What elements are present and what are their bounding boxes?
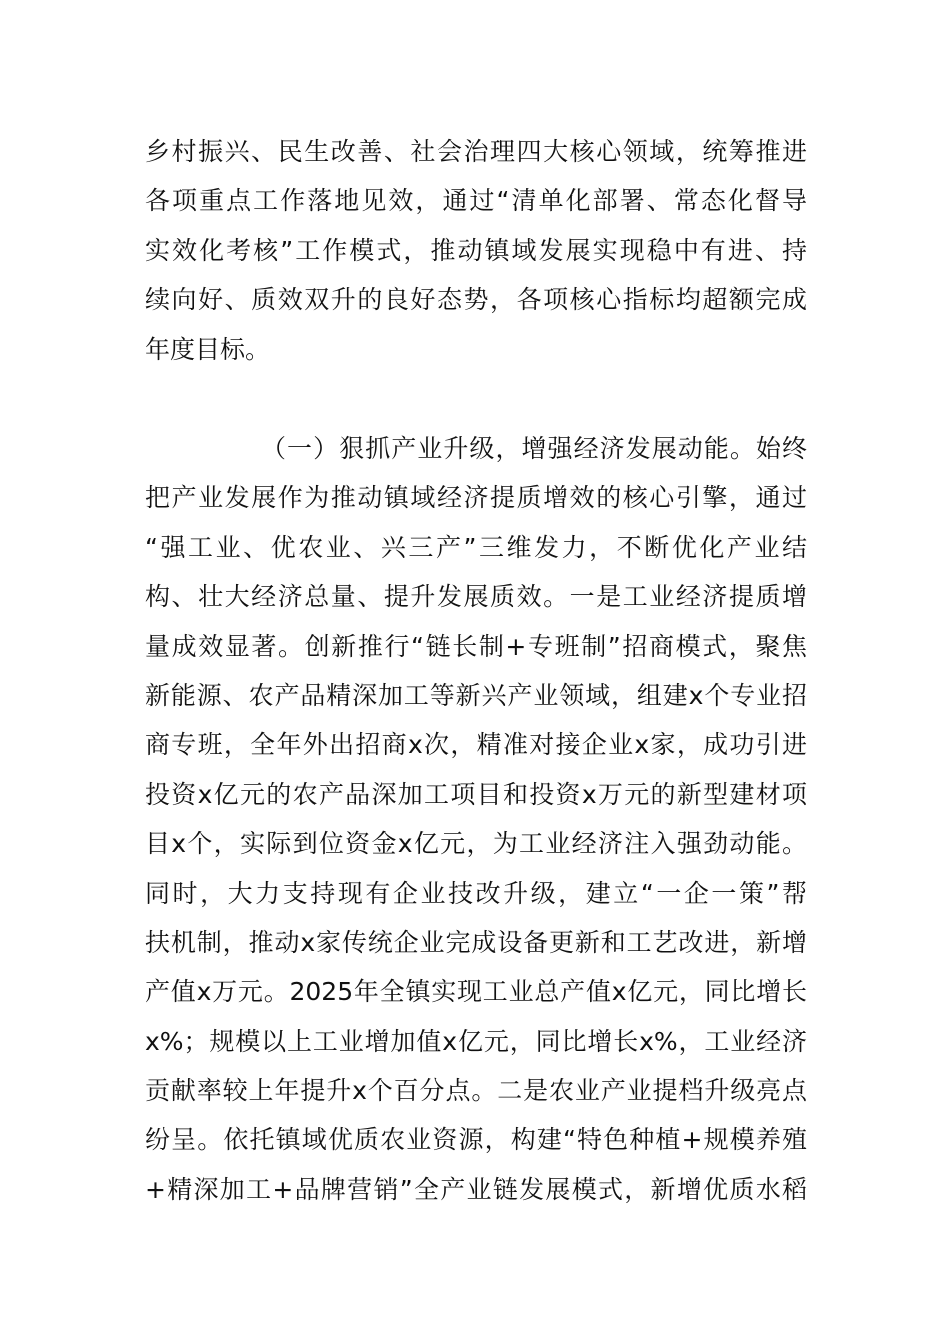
- text-line: x%；规模以上工业增加值x亿元，同比增长x%，工业经济: [145, 1026, 807, 1056]
- text-line: 乡村振兴、民生改善、社会治理四大核心领域，统筹推进: [145, 137, 807, 166]
- text-line: +精深加工+品牌营销”全产业链发展模式，新增优质水稻: [145, 1174, 807, 1204]
- text-line: 扶机制，推动x家传统企业完成设备更新和工艺改进，新增: [145, 927, 807, 957]
- text-line: 商专班，全年外出招商x次，精准对接企业x家，成功引进: [145, 730, 807, 760]
- paragraph-intro-continued: [145, 127, 807, 374]
- text-line: 实效化考核”工作模式，推动镇域发展实现稳中有进、持: [145, 235, 807, 265]
- text-line: 纷呈。依托镇域优质农业资源，构建“特色种植+规模养殖: [145, 1125, 807, 1155]
- text-line: 各项重点工作落地见效，通过“清单化部署、常态化督导: [145, 186, 807, 216]
- text-line: 构、壮大经济总量、提升发展质效。一是工业经济提质增: [145, 582, 807, 612]
- text-line: 把产业发展作为推动镇域经济提质增效的核心引擎，通过: [145, 483, 807, 513]
- text-line: 贡献率较上年提升x个百分点。二是农业产业提档升级亮点: [145, 1076, 807, 1106]
- text-line: 续向好、质效双升的良好态势，各项核心指标均超额完成: [145, 285, 807, 315]
- text-line: 同时，大力支持现有企业技改升级，建立“一企一策”帮: [145, 878, 807, 908]
- text-line: 投资x亿元的农产品深加工项目和投资x万元的新型建材项: [145, 779, 807, 809]
- text-line: 新能源、农产品精深加工等新兴产业领域，组建x个专业招: [145, 680, 807, 710]
- text-line: 年度目标。: [145, 334, 271, 364]
- text-line: 目x个，实际到位资金x亿元，为工业经济注入强劲动能。: [145, 829, 807, 859]
- text-line: 产值x万元。2025年全镇实现工业总产值x亿元，同比增长: [145, 977, 807, 1007]
- paragraph-industry-upgrade: [145, 424, 807, 1214]
- text-line: 量成效显著。创新推行“链长制+专班制”招商模式，聚焦: [145, 631, 807, 661]
- text-line: “强工业、优农业、兴三产”三维发力，不断优化产业结: [145, 532, 807, 562]
- section-heading-line: （一）狠抓产业升级，增强经济发展动能。始终: [261, 434, 807, 463]
